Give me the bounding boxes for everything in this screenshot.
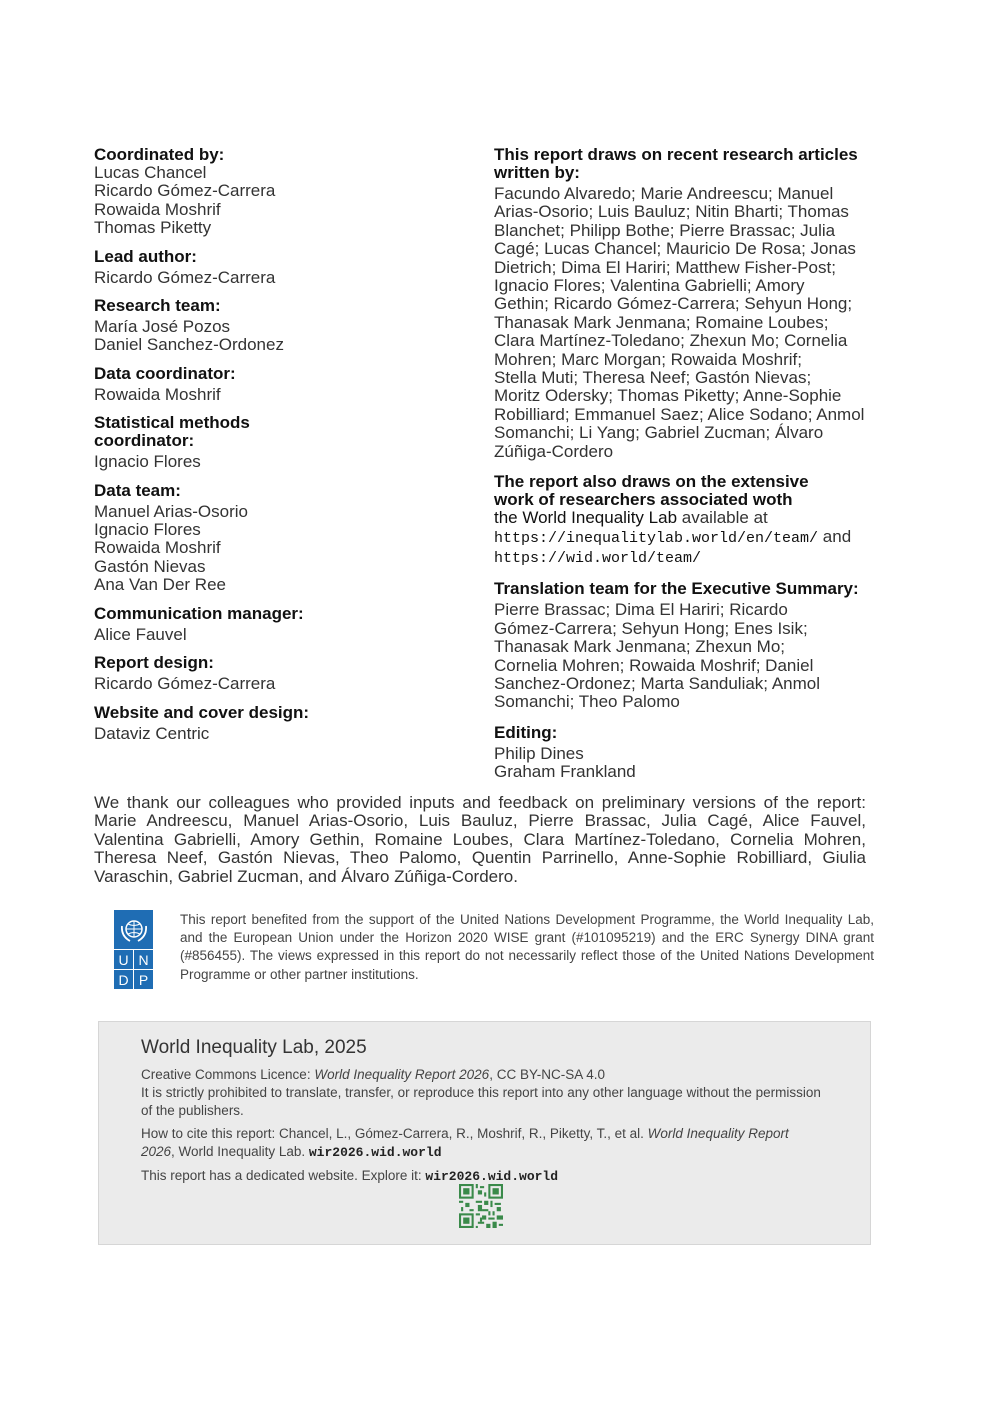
section-editing (494, 724, 876, 782)
section-heading: Coordinated by: (94, 145, 225, 164)
cite-prefix: How to cite this report: Chancel, L., Gómez-Carrera, R., Moshrif, R., Piketty, T., et al. (141, 1126, 648, 1141)
licence-suffix: , CC BY-NC-SA 4.0 (489, 1067, 605, 1082)
text-line: Blanchet; Philipp Bothe; Pierre Brassac; Julia (494, 220, 836, 240)
text-line: Gethin; Ricardo Gómez-Carrera; Sehyun Hong; (494, 294, 853, 314)
text-line: Cornelia Mohren; Rowaida Moshrif; Daniel (494, 655, 814, 675)
section-report-design (94, 654, 454, 693)
text-line: Mohren; Marc Morgan; Rowaida Moshrif; (494, 349, 803, 369)
section-communication (94, 605, 454, 644)
team-link-2[interactable]: https://wid.world/team/ (494, 549, 702, 567)
section-heading: Editing: (494, 722, 558, 742)
text-line: Somanchi; Theo Palomo (494, 692, 680, 712)
cite-report-title: World Inequality Report 2026 (141, 1126, 789, 1159)
licence-line (141, 1066, 821, 1084)
name-line: Dataviz Centric (94, 723, 210, 743)
section-heading-line: coordinator: (94, 431, 195, 451)
undp-letter: U (114, 950, 133, 969)
section-heading-line: Statistical methods (94, 413, 250, 433)
name-line: Ignacio Flores (94, 520, 201, 540)
undp-letter: D (114, 970, 133, 989)
name-line: Ana Van Der Ree (94, 575, 226, 595)
text-line: Thanasak Mark Jenmana; Romaine Loubes; (494, 312, 829, 332)
section-heading: Translation team for the Executive Summary: (494, 579, 859, 599)
text-line: Ignacio Flores; Valentina Gabrielli; Amory (494, 276, 805, 296)
undp-logo (114, 910, 154, 989)
team-link-1[interactable]: https://inequalitylab.world/en/team/ (494, 529, 819, 547)
section-data-team (94, 482, 454, 595)
undp-letter: P (134, 970, 153, 989)
text-line: Clara Martínez-Toledano; Zhexun Mo; Cornelia (494, 331, 848, 351)
licence-prefix: Creative Commons Licence: (141, 1067, 315, 1082)
name-line: Gastón Nievas (94, 556, 206, 576)
section-heading-line: The report also draws on the extensive (494, 472, 809, 492)
section-research-team (94, 297, 454, 355)
name-line: Philip Dines (494, 743, 584, 763)
name-line: Daniel Sanchez-Ordonez (94, 335, 284, 355)
section-statistical-coordinator (94, 414, 454, 471)
section-heading: Data coordinator: (94, 363, 236, 383)
text-line: Pierre Brassac; Dima El Hariri; Ricardo (494, 600, 788, 620)
section-website-design (94, 704, 454, 743)
section-heading: Report design: (94, 653, 214, 673)
prohibited-notice: It is strictly prohibited to translate, transfer, or reproduce this report into any other language without the permission of the publishers. (141, 1085, 821, 1118)
text-line: Zúñiga-Cordero (494, 441, 614, 461)
section-researchers (494, 473, 876, 568)
section-lead-author (94, 248, 454, 287)
text-line: Gómez-Carrera; Sehyun Hong; Enes Isik; (494, 618, 808, 638)
section-translation (494, 580, 876, 711)
section-heading-line: written by: (494, 163, 580, 182)
available-text: available at (677, 508, 768, 528)
cite-suffix: , World Inequality Lab. (171, 1144, 309, 1159)
text-line: Facundo Alvaredo; Marie Andreescu; Manuel (494, 184, 834, 203)
text-line: Robilliard; Emmanuel Saez; Alice Sodano; Anmol (494, 404, 865, 424)
copyright-title: World Inequality Lab, 2025 (141, 1037, 367, 1058)
text-line: Stella Muti; Theresa Neef; Gastón Nievas; (494, 368, 812, 388)
text-line: Thanasak Mark Jenmana; Zhexun Mo; (494, 637, 786, 657)
section-heading-line: work of researchers associated woth (494, 490, 793, 510)
name-line: Ricardo Gómez-Carrera (94, 267, 276, 287)
wil-name: the World Inequality Lab (494, 508, 678, 528)
name-line: Rowaida Moshrif (94, 199, 221, 219)
section-heading: Communication manager: (94, 603, 304, 623)
un-emblem-icon (114, 910, 153, 949)
section-data-coordinator (94, 365, 454, 404)
undp-letter: N (134, 950, 153, 969)
name-line: Graham Frankland (494, 762, 636, 782)
name-line: Alice Fauvel (94, 624, 187, 644)
left-column (94, 146, 454, 753)
section-heading: Lead author: (94, 246, 197, 266)
and-text: and (818, 526, 852, 546)
name-line: María José Pozos (94, 317, 231, 337)
section-heading: Website and cover design: (94, 702, 310, 722)
name-line: Ignacio Flores (94, 452, 201, 472)
name-line: Rowaida Moshrif (94, 538, 221, 558)
text-line: Somanchi; Li Yang; Gabriel Zucman; Álvaro (494, 423, 824, 443)
licence-box (98, 1021, 871, 1245)
website-link[interactable]: wir2026.wid.world (425, 1169, 559, 1184)
section-heading: Research team: (94, 296, 221, 316)
section-heading-line: This report draws on recent research articles (494, 145, 858, 164)
support-statement: This report benefited from the support of the United Nations Development Programme, the World Inequality Lab, and the European Union under the Horizon 2020 WISE grant (#101095219) and the ERC Synergy DINA grant (#856455). The views expressed in this report do not necessarily reflect those of the United Nations Development Programme or other partner institutions. (180, 912, 874, 982)
cite-link[interactable]: wir2026.wid.world (308, 1145, 442, 1160)
name-line: Ricardo Gómez-Carrera (94, 674, 276, 694)
section-heading: Data team: (94, 480, 181, 500)
name-line: Manuel Arias-Osorio (94, 501, 249, 521)
qr-code-icon[interactable] (459, 1184, 503, 1228)
text-line: Sanchez-Ordonez; Marta Sanduliak; Anmol (494, 673, 821, 693)
name-line: Rowaida Moshrif (94, 384, 221, 404)
right-column (494, 146, 876, 792)
text-line: Arias-Osorio; Luis Bauluz; Nitin Bharti; Thomas (494, 202, 849, 222)
text-line: Cagé; Lucas Chancel; Mauricio De Rosa; Jonas (494, 239, 856, 259)
section-articles (494, 146, 876, 461)
licence-report-title: World Inequality Report 2026 (314, 1067, 490, 1082)
text-line: Moritz Odersky; Thomas Piketty; Anne-Sophie (494, 386, 842, 406)
website-prefix: This report has a dedicated website. Explore it: (141, 1168, 426, 1183)
section-coordinated (94, 146, 454, 238)
name-line: Thomas Piketty (94, 218, 212, 238)
acknowledgements-paragraph: We thank our colleagues who provided inputs and feedback on preliminary versions of the report: Marie Andreescu, Manuel Arias-Osorio, Luis Bauluz, Pierre Brassac, Julia Cagé, Alice Fauvel, Valentina Gabrielli, Amory Gethin, Romaine Loubes, Clara Martínez-Toledano, Cornelia Mohren, Theresa Neef, Gastón Nievas, Theo Palomo, Quentin Parrinello, Anne-Sophie Robilliard, Giulia Varaschin, Gabriel Zucman, and Álvaro Zúñiga-Cordero. (94, 793, 866, 886)
name-line: Ricardo Gómez-Carrera (94, 181, 276, 201)
undp-letters (114, 950, 154, 989)
citation (141, 1125, 821, 1162)
text-line: Dietrich; Dima El Hariri; Matthew Fisher-Post; (494, 257, 836, 277)
name-line: Lucas Chancel (94, 163, 207, 182)
